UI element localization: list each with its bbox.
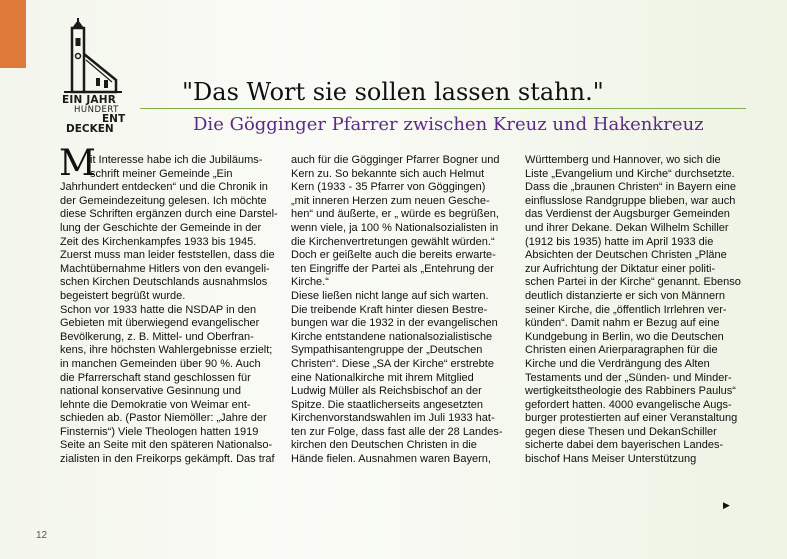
text-line: kens, ihre höchsten Wahlergebnisse erzielt; — [60, 344, 273, 357]
text-line: ten zur Folge, dass fast alle der 28 Landes- — [291, 425, 503, 438]
text-line: Kirche und die Verdrängung des Alten — [525, 357, 710, 370]
church-tower-icon — [60, 18, 140, 98]
text-line: der Gemeindezeitung gelesen. Ich möchte — [60, 194, 267, 207]
church-logo — [60, 18, 140, 138]
text-line: Absichten der Deutschen Christen „Pläne — [525, 249, 727, 262]
text-line: zur Aufrichtung der Diktatur einer politi- — [525, 262, 716, 275]
text-line: Die treibende Kraft hinter diesen Bestre- — [291, 303, 488, 316]
text-line: Kundgebung in Berlin, wo die Deutschen — [525, 330, 724, 343]
text-line: ten Eingriffe der Partei als „Entehrung der — [291, 262, 494, 275]
text-line: die Pfarrerschaft stand geschlossen für — [60, 371, 251, 384]
text-line: Seite an Seite mit den späteren Nationalso- — [60, 439, 273, 452]
text-line: auch für die Gögginger Pfarrer Bogner und — [291, 154, 500, 166]
text-line: bischof Hans Meiser Unterstützung — [525, 453, 697, 466]
text-line: schen Kirchen Deutschlands ausnahmslos — [60, 276, 268, 289]
text-column-1 — [60, 154, 280, 467]
text-line: zialisten in den Freikorps gekämpft. Das traf — [60, 453, 275, 466]
article-title: "Das Wort sie sollen lassen stahn." — [182, 78, 604, 106]
text-line: Diese ließen nicht lange auf sich warten. — [291, 289, 489, 302]
text-line: lehnte die Demokratie von Weimar ent- — [60, 398, 251, 411]
text-line: bungen war die 1932 in der evangelischen — [291, 317, 498, 330]
orange-accent-bar — [0, 0, 26, 68]
text-line: Gebieten mit überwiegend evangelischer — [60, 317, 260, 330]
text-line: begeistert begrüßt wurde. — [60, 289, 186, 302]
logo-text-line2: HUNDERT — [74, 105, 119, 115]
text-line: lung der Geschichte der Gemeinde in der — [60, 221, 262, 234]
text-column-2 — [291, 154, 511, 467]
text-line: burger protestierten auf einer Veranstaltung — [525, 412, 738, 425]
text-line: einflusslose Randgruppe blieben, war auch — [525, 194, 736, 207]
text-line: Kern zu. So bekannte sich auch Helmut — [291, 167, 485, 180]
text-line: Jahrhundert entdecken“ und die Chronik in — [60, 181, 268, 194]
text-line: (1912 bis 1935) hatte im April 1933 die — [525, 235, 714, 248]
text-line: deutlich distanzierte er sich von Männern — [525, 289, 725, 302]
logo-text-line4: DECKEN — [66, 123, 114, 135]
text-line: Ludwig Müller als Reichsbischof an der — [291, 385, 482, 398]
text-line: eine Nationalkirche mit ihrem Mitglied — [291, 371, 474, 384]
text-line: Finsternis“) Viele Theologen hatten 1919 — [60, 425, 259, 438]
text-line: das Verdienst der Augsburger Gemeinden — [525, 208, 730, 221]
text-line: sicherte dabei dem bayerischen Landes- — [525, 439, 724, 452]
text-line: Hände fielen. Ausnahmen waren Bayern, — [291, 453, 491, 466]
text-line: Dass die „braunen Christen“ in Bayern eine — [525, 181, 736, 194]
text-line: Kirche entstandene nationalsozialistische — [291, 330, 493, 343]
text-line: schen Partei in der Kirche“ genannt. Ebenso — [525, 276, 741, 289]
continue-arrow-icon: ▶ — [723, 500, 730, 510]
text-line: Liste „Evangelium und Kirche“ durchsetzte. — [525, 167, 735, 180]
logo-text-line3: ENT — [102, 113, 126, 125]
text-line: Machtübernahme Hitlers von den evangeli- — [60, 262, 270, 275]
text-line: in manchen Gemeinden über 90 %. Auch — [60, 357, 261, 370]
text-line: Württemberg und Hannover, wo sich die — [525, 154, 721, 166]
text-line: Sympathisantengruppe der „Deutschen — [291, 344, 483, 357]
text-line: wenn viele, ja 100 % Nationalsozialisten in — [291, 221, 499, 234]
logo-text-line1: EIN JAHR — [62, 94, 117, 106]
text-line: kirchen den Deutschen Christen in die — [291, 439, 477, 452]
text-line: schrift meiner Gemeinde „Ein — [90, 167, 233, 180]
article-subtitle: Die Gögginger Pfarrer zwischen Kreuz und Hakenkreuz — [193, 114, 704, 135]
text-line: Kirchenvorstandswahlen im Juli 1933 hat- — [291, 412, 495, 425]
text-line: gefordert hatten. 4000 evangelische Augs- — [525, 398, 732, 411]
text-line: Bevölkerung, z. B. Mittel- und Oberfran- — [60, 330, 254, 343]
text-line: und ihrer Dekane. Dekan Wilhelm Schiller — [525, 221, 729, 234]
text-line: Kirche.“ — [291, 276, 329, 289]
text-line: Doch er geißelte auch die bereits erwarte- — [291, 249, 496, 262]
text-line: künden“. Damit nahm er Bezug auf eine — [525, 317, 720, 330]
text-line: Zeit des Kirchenkampfes 1933 bis 1945. — [60, 235, 257, 248]
drop-cap: M — [59, 143, 96, 184]
text-column-3 — [525, 154, 747, 467]
text-line: gegen diese Thesen und DekanSchiller — [525, 425, 717, 438]
text-line: schieden ab. (Pastor Niemöller: „Jahre der — [60, 412, 267, 425]
text-line: wertigkeitstheologie des Rabbiners Paulus“ — [525, 385, 736, 398]
text-line: it Interesse habe ich die Jubiläums- — [90, 154, 263, 166]
text-line: Kern (1933 - 35 Pfarrer von Göggingen) — [291, 181, 486, 194]
text-line: seiner Kirche, die „öffentlich Irrlehren ver- — [525, 303, 727, 316]
text-line: diese Schriften ergänzen durch eine Darstel- — [60, 208, 278, 221]
text-line: die Kirchenvertretungen gewählt würden.“ — [291, 235, 495, 248]
text-line: Christen“. Diese „SA der Kirche“ erstrebte — [291, 357, 494, 370]
text-line: national konservative Gesinnung und — [60, 385, 242, 398]
text-line: „mit inneren Herzen zum neuen Gesche- — [291, 194, 490, 207]
text-line: Schon vor 1933 hatte die NSDAP in den — [60, 303, 257, 316]
page-number: 12 — [36, 530, 48, 541]
text-line: Spitze. Die staatlicherseits angesetzten — [291, 398, 483, 411]
text-line: Testaments und der „Sünden- und Minder- — [525, 371, 732, 384]
text-line: Zuerst muss man leider feststellen, dass die — [60, 249, 275, 262]
text-line: hen“ und äußerte, er „ würde es begrüßen, — [291, 208, 499, 221]
title-divider — [140, 108, 746, 109]
text-line: Christen einen Arierparagraphen für die — [525, 344, 718, 357]
